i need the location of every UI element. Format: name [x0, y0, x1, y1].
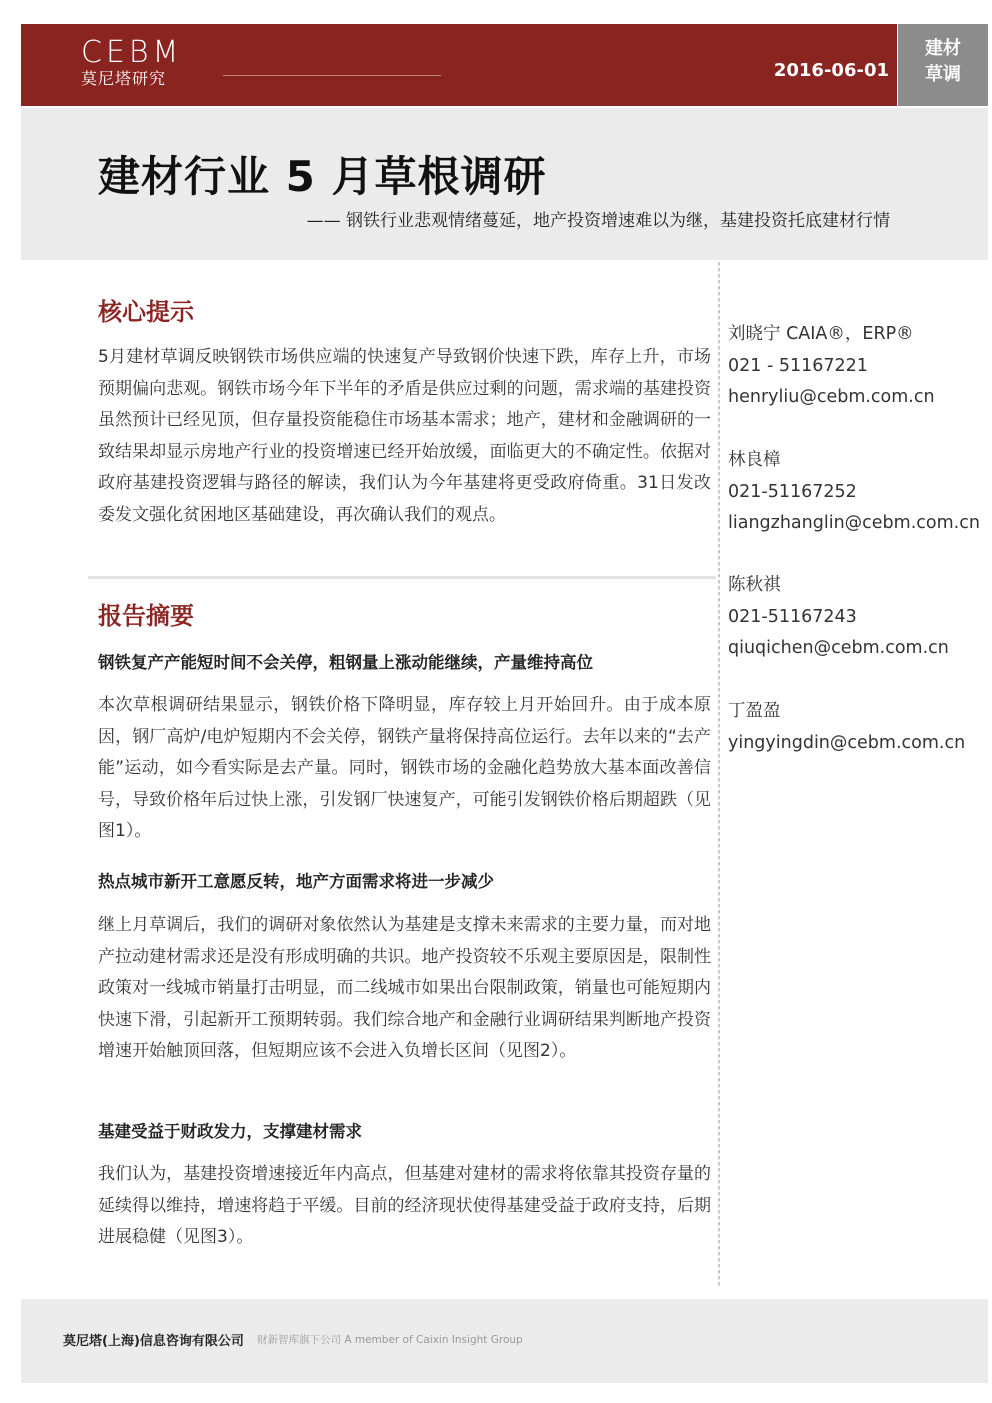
- author-email[interactable]: liangzhanglin@cebm.com.cn: [728, 513, 980, 533]
- author-card: [728, 319, 988, 414]
- summary-point-text-2: 继上月草调后，我们的调研对象依然认为基建是支撑未来需求的主要力量，而对地产拉动建材需求还是没有形成明确的共识。地产投资较不乐观主要原因是，限制性政策对一线城市销量打击明显，而二线城市如果出台限制政策，销量也可能短期内快速下滑，引起新开工预期转弱。我们综合地产和金融行业调研结果判断地产投资增速开始触顶回落，但短期应该不会进入负增长区间（见图2）。: [98, 915, 711, 1061]
- title-panel: [21, 108, 988, 260]
- author-name: 丁盈盈: [728, 701, 781, 721]
- logo-subtext: 莫尼塔研究: [81, 69, 167, 88]
- summary-point-title-2: 热点城市新开工意愿反转，地产方面需求将进一步减少: [98, 872, 494, 891]
- author-email[interactable]: yingyingdin@cebm.com.cn: [728, 732, 966, 753]
- author-card: [728, 570, 988, 665]
- author-name: 林良樟: [728, 450, 781, 470]
- author-card: [728, 445, 988, 540]
- report-date: 2016-06-01: [773, 60, 889, 81]
- footer-member-note: 财新智库旗下公司 A member of Caixin Insight Group: [257, 1334, 523, 1346]
- summary-heading: 报告摘要: [98, 602, 194, 630]
- footer-company: 莫尼塔(上海)信息咨询有限公司: [63, 1334, 244, 1349]
- author-phone: 021-51167252: [728, 481, 857, 502]
- logo-word: CEBM: [81, 35, 183, 70]
- author-email[interactable]: qiuqichen@cebm.com.cn: [728, 638, 949, 658]
- cebm-logo: [81, 36, 221, 102]
- author-email[interactable]: henryliu@cebm.com.cn: [728, 387, 935, 407]
- author-phone: 021 - 51167221: [728, 355, 868, 376]
- category-tag-line2: 草调: [925, 64, 961, 85]
- section-divider: [88, 576, 716, 579]
- header-bar: [21, 24, 897, 106]
- author-phone: 021-51167243: [728, 606, 857, 627]
- summary-point-text-3: 我们认为，基建投资增速接近年内高点，但基建对建材的需求将依靠其投资存量的延续得以维持，增速将趋于平缓。目前的经济现状使得基建受益于政府支持，后期进展稳健（见图3）。: [98, 1164, 711, 1247]
- summary-point-title-3: 基建受益于财政发力，支撑建材需求: [98, 1122, 362, 1141]
- column-separator: [718, 262, 720, 1288]
- summary-point-title-1: 钢铁复产产能短时间不会关停，粗钢量上涨动能继续，产量维持高位: [98, 653, 593, 672]
- core-paragraph: 5月建材草调反映钢铁市场供应端的快速复产导致钢价快速下跌，库存上升，市场预期偏向悲观。钢铁市场今年下半年的矛盾是供应过剩的问题，需求端的基建投资虽然预计已经见顶，但存量投资能稳住市场基本需求；地产，建材和金融调研的一致结果却显示房地产行业的投资增速已经开始放缓，面临更大的不确定性。依据对政府基建投资逻辑与路径的解读，我们认为今年基建将更受政府倚重。31日发改委发文强化贫困地区基础建设，再次确认我们的观点。: [98, 347, 711, 525]
- report-subtitle: —— 钢铁行业悲观情绪蔓延，地产投资增速难以为继，基建投资托底建材行情: [306, 211, 890, 231]
- author-name: 刘晓宁 CAIA®，ERP®: [728, 324, 914, 344]
- category-tag: [898, 24, 988, 106]
- core-heading: 核心提示: [98, 298, 194, 326]
- summary-point-text-1: 本次草根调研结果显示，钢铁价格下降明显，库存较上月开始回升。由于成本原因，钢厂高炉/电炉短期内不会关停，钢铁产量将保持高位运行。去年以来的“去产能”运动，如今看实际是去产量。同时，钢铁市场的金融化趋势放大基本面改善信号，导致价格年后过快上涨，引发钢厂快速复产，可能引发钢铁价格后期超跌（见图1）。: [98, 695, 711, 841]
- author-card: [728, 696, 988, 759]
- logo-divider-line: [223, 75, 441, 76]
- category-tag-line1: 建材: [925, 38, 961, 59]
- report-title: 建材行业 5 月草根调研: [98, 152, 547, 201]
- author-name: 陈秋祺: [728, 575, 781, 595]
- page-footer: [21, 1299, 988, 1383]
